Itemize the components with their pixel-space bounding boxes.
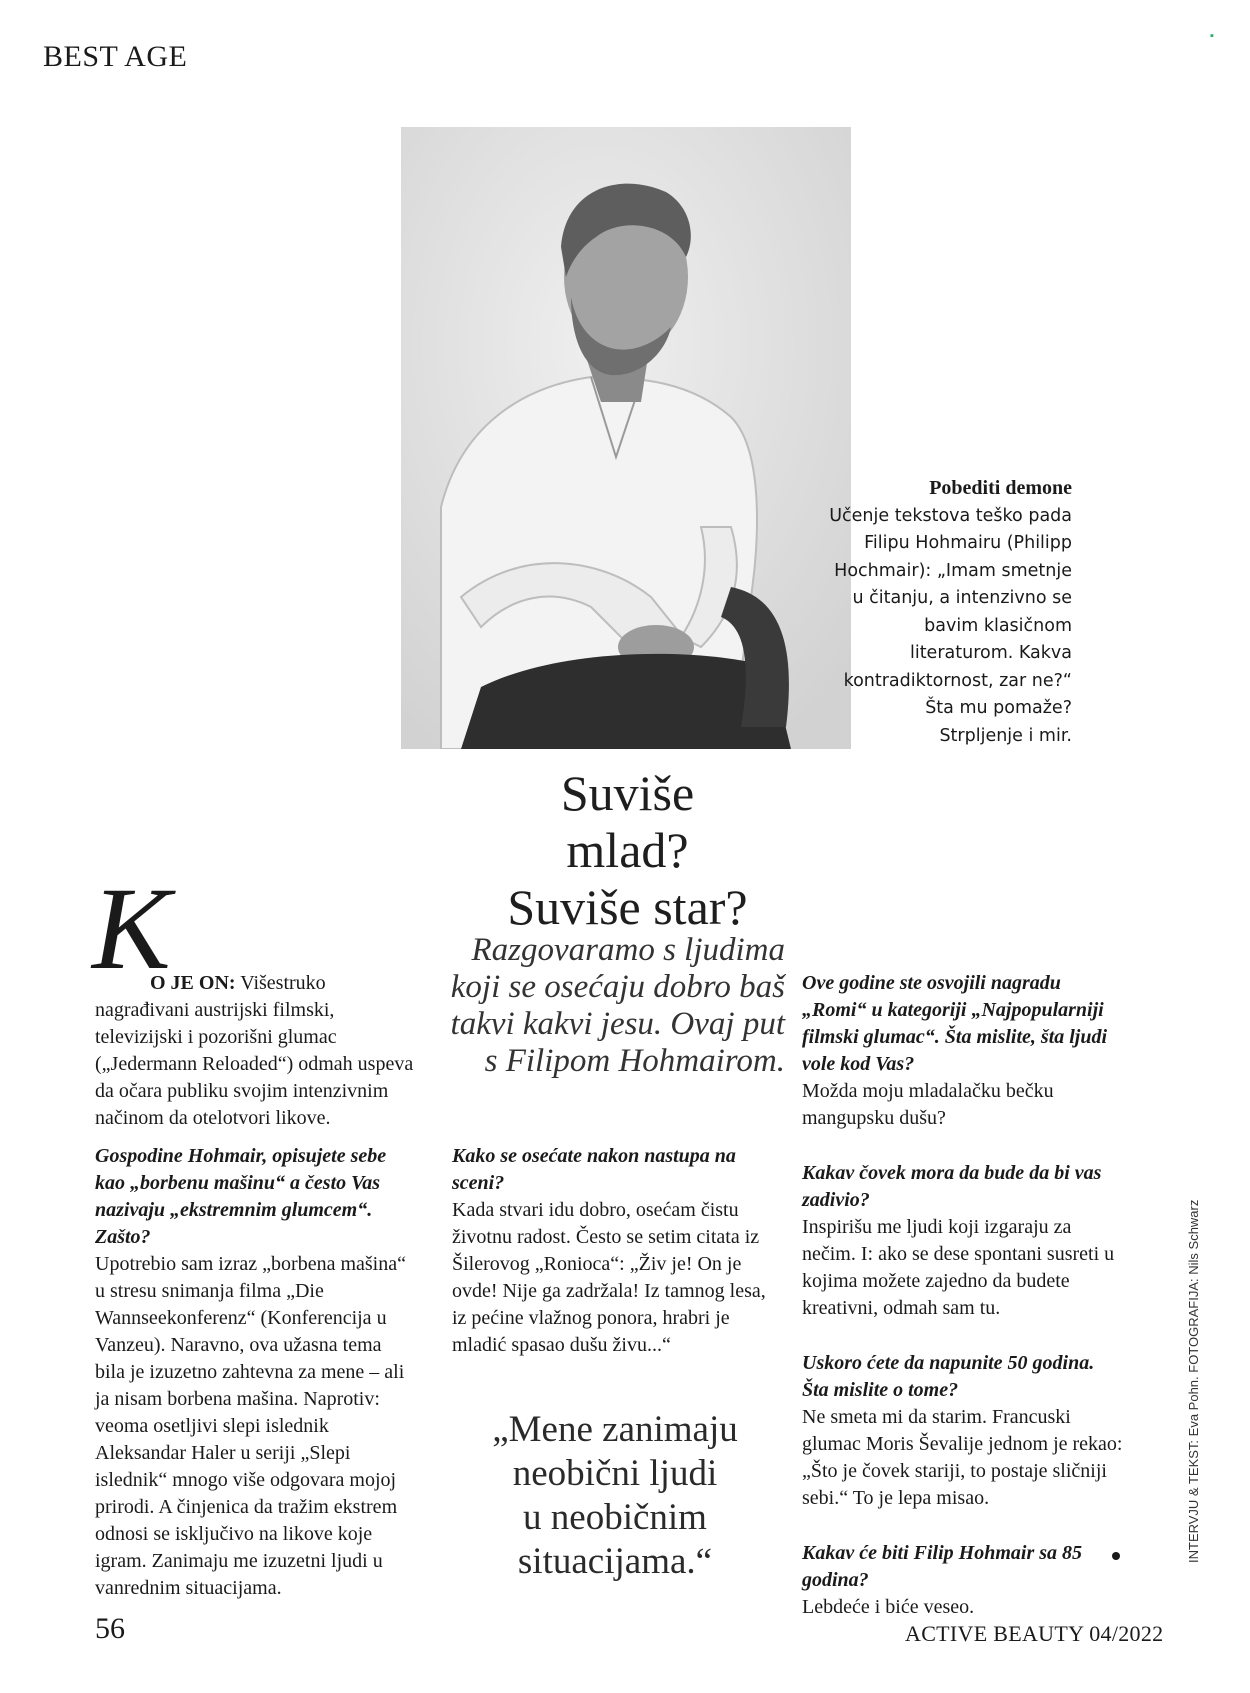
intro-text: Višestruko nagrađivani austrijski filmski, televizijski i pozorišni glumac („Jedermann Reloaded“) odmah uspeva da očara publiku svojim intenzivnim načinom da otelotvori likove. (95, 972, 414, 1129)
portrait-illustration (401, 127, 851, 749)
caption-line: Filipu Hohmairu (Philipp (864, 533, 1072, 553)
headline-line: Suviše (560, 765, 695, 821)
interview-question: Uskoro ćete da napunite 50 godina. Šta mislite o tome? (802, 1352, 1095, 1401)
caption-line: u čitanju, a intenzivno se (852, 588, 1072, 608)
interview-question: Ove godine ste osvojili nagradu „Romi“ u kategoriji „Najpopularniji filmski glumac“. Šta mislite, šta ljudi vole kod Vas? (802, 972, 1108, 1075)
deck-line: koji se osećaju dobro baš (450, 969, 785, 1005)
portrait-photo (401, 127, 851, 749)
pull-quote-line: neobični ljudi (512, 1453, 718, 1494)
caption-line: Šta mu pomaže? (925, 698, 1072, 718)
caption-line: Strpljenje i mir. (939, 725, 1072, 746)
end-mark (1112, 1552, 1120, 1560)
pull-quote-line: u neobičnim (523, 1497, 707, 1538)
deck-line: takvi kakvi jesu. Ovaj put (450, 1006, 785, 1042)
intro-lead: O JE ON: (150, 972, 236, 994)
deck-line: s Filipom Hohmairom. (484, 1043, 785, 1079)
caption-line: Učenje tekstova teško pada (829, 505, 1072, 526)
column-left (95, 1143, 415, 1602)
interview-question: Kakav čovek mora da bude da bi vas zadivio? (802, 1162, 1102, 1211)
qa-block (802, 1540, 1124, 1621)
column-right (802, 970, 1124, 1621)
headline-line: mlad? (566, 822, 689, 878)
photo-caption (812, 475, 1072, 750)
interview-question: Kako se osećate nakon nastupa na sceni? (452, 1145, 736, 1194)
caption-line: kontradiktornost, zar ne?“ (843, 670, 1072, 691)
interview-answer: Možda moju mladalačku bečku mangupsku dušu? (802, 1080, 1054, 1129)
caption-line: bavim klasičnom (924, 615, 1072, 636)
caption-line: literaturom. Kakva (909, 643, 1072, 663)
interview-answer: Kada stvari idu dobro, osećam čistu životnu radost. Često se setim citata iz Šilerovog „Ronioca“: „Živ je! On je ovde! Nije ga zadržala! Iz tamnog lesa, iz pećine vlažnog ponora, hrabri je mladić spasao dušu živu...“ (452, 1199, 766, 1356)
deck-line: Razgovaramo s ljudima (471, 932, 785, 968)
interview-question: Kakav će biti Filip Hohmair sa 85 godina? (802, 1542, 1083, 1591)
drop-cap: K (92, 863, 171, 994)
qa-block (802, 1160, 1124, 1322)
corner-mark: ▪ (1210, 30, 1214, 42)
qa-block (802, 970, 1124, 1132)
pull-quote-line: situacijama.“ (517, 1541, 713, 1582)
pull-quote (470, 1408, 760, 1584)
headline-line: Suviše star? (507, 879, 748, 935)
pull-quote-line: „Mene zanimaju (492, 1409, 738, 1450)
qa-block (802, 1350, 1124, 1512)
caption-line: Hochmair): „Imam smetnje (834, 560, 1072, 581)
interview-answer: Lebdeće i biće veseo. (802, 1596, 975, 1618)
interview-answer: Upotrebio sam izraz „borbena mašina“ u stresu snimanja filma „Die Wannseekonferenz“ (Konferencija u Vanzeu). Naravno, ova užasna tema bila je izuzetno zahtevna za mene – ali ja nisam borbena mašina. Naprotiv: veoma osetljivi slepi islednik Aleksandar Haler u seriji „Slepi islednik“ mnogo više odgovara mojoj prirodi. A činjenica da tražim ekstrem odnosi se isključivo na likove koje igram. Zanimaju me izuzetni ljudi u vanrednim situacijama. (95, 1253, 406, 1599)
magazine-folio: ACTIVE BEAUTY 04/2022 (905, 1621, 1164, 1646)
column-middle (452, 1143, 772, 1359)
intro-paragraph (95, 970, 415, 1132)
photo-credits: INTERVJU & TEKST: Eva Pohn. FOTOGRAFIJA: Nils Schwarz (1186, 1199, 1201, 1563)
caption-title: Pobediti demone (929, 477, 1072, 499)
interview-answer: Inspirišu me ljudi koji izgaraju za nečim. I: ako se dese spontani susreti u kojima možete zajedno da budete kreativni, odmah sam tu. (802, 1216, 1115, 1319)
section-label: BEST AGE (43, 40, 188, 73)
interview-answer: Ne smeta mi da starim. Francuski glumac Moris Ševalije jednom je rekao: „Što je čovek stariji, to postaje sličniji sebi.“ To je lepa misao. (802, 1406, 1123, 1509)
article-headline (420, 765, 835, 936)
page-number: 56 (95, 1612, 125, 1645)
article-deck (425, 932, 785, 1080)
interview-question: Gospodine Hohmair, opisujete sebe kao „borbenu mašinu“ a često Vas nazivaju „ekstremnim glumcem“. Zašto? (95, 1145, 387, 1248)
